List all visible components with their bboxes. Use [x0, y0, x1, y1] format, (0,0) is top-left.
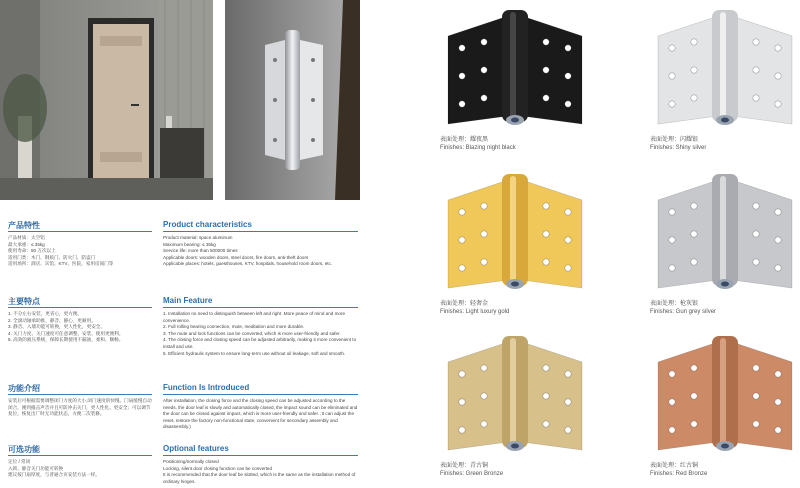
hinge-part	[522, 180, 582, 288]
screw-hole	[543, 393, 549, 399]
screw-hole	[481, 421, 487, 427]
spec-line-cn: 适用场所：酒店、宾馆、KTV、医院、家用房间门等	[8, 261, 114, 267]
spec-line-en: Maximum bearing: ≤ 35kg	[163, 241, 216, 247]
hinge-image	[440, 334, 590, 456]
screw-hole	[481, 67, 487, 73]
screw-hole	[543, 67, 549, 73]
spec-line-en: Locking, silent door closing function can be converted	[163, 465, 273, 471]
screw-hole	[691, 95, 697, 101]
screw-hole	[691, 67, 697, 73]
door-interior-photo	[0, 0, 213, 200]
section-divider	[163, 307, 358, 308]
screw-hole	[459, 371, 465, 377]
screw-hole	[669, 45, 675, 51]
screw-hole	[481, 203, 487, 209]
spec-line-cn: 入锁、静音关门功能可转换	[8, 465, 64, 471]
section-divider	[163, 394, 358, 395]
screw-hole	[459, 101, 465, 107]
hinge-part	[448, 16, 508, 124]
section-divider	[163, 231, 358, 232]
finish-label-en: Finishes: Light luxury gold	[440, 309, 510, 315]
screw-hole	[753, 231, 759, 237]
screw-hole	[481, 259, 487, 265]
section-title-en: Function Is Introduced	[163, 383, 250, 392]
spec-line-cn: 建议按门扇厚度，与普通合页安装方法一样。	[8, 472, 100, 478]
hinge-part	[732, 342, 792, 450]
hinge-part	[511, 118, 519, 123]
section-body-en	[163, 398, 360, 431]
screw-hole	[543, 95, 549, 101]
finish-label-cn: 表面处理：耀夜黑	[440, 137, 489, 143]
screw-hole	[669, 427, 675, 433]
screw-hole	[543, 231, 549, 237]
spec-line-en: Applicable doors: wooden doors, steel doors, fire doors, anti-theft doors	[163, 254, 309, 260]
hinge-image	[440, 8, 590, 130]
screw-hole	[543, 259, 549, 265]
screw-hole	[459, 73, 465, 79]
spec-line-cn: 4. 关门力度、关门速度可任意调整，安装、使用更便利。	[8, 330, 124, 336]
section-title-cn: 产品特性	[8, 221, 40, 230]
screw-hole	[669, 371, 675, 377]
hinge-installed-photo	[225, 0, 360, 200]
section-body-en	[163, 311, 360, 357]
screw-hole	[775, 427, 781, 433]
screw-hole	[775, 265, 781, 271]
door-room-illustration	[0, 0, 213, 200]
section-body-en	[163, 459, 360, 485]
spec-line-en: 3. The mute and lock functions can be converted, which is more user-friendly and safer.	[163, 330, 341, 336]
screw-hole	[775, 73, 781, 79]
section-body-cn	[8, 235, 154, 268]
hinge-part	[732, 16, 792, 124]
spec-line-cn: 5. 高效的液压系统，保障长期使用不漏油，柔和、顺畅。	[8, 337, 124, 343]
hinge-part	[720, 338, 726, 446]
screw-hole	[481, 39, 487, 45]
finish-label-en: Finishes: Blazing night black	[440, 145, 516, 151]
screw-hole	[459, 427, 465, 433]
hinge-image	[440, 172, 590, 294]
screw-hole	[481, 393, 487, 399]
screw-hole	[669, 101, 675, 107]
screw-hole	[775, 101, 781, 107]
screw-hole	[565, 237, 571, 243]
hinge-part	[721, 118, 729, 123]
screw-hole	[753, 95, 759, 101]
screw-hole	[753, 259, 759, 265]
section-body-cn	[8, 311, 154, 344]
hinge-part	[720, 12, 726, 120]
screw-hole	[691, 231, 697, 237]
hinge-part	[658, 342, 718, 450]
screw-hole	[691, 365, 697, 371]
screw-hole	[481, 231, 487, 237]
section-title-en: Main Feature	[163, 296, 213, 305]
hinge-image	[650, 8, 800, 130]
finish-card	[650, 172, 800, 315]
spec-line-cn: 安装后可根据需要调整闭门力度的大小,闭门速度的快慢。门扇缓慢自动闭合，刚到撞击声音并且可防冲击关门，更人性化、更安全；可以调节复位，恢复出厂时无功能状态，方便二次装修。	[8, 398, 152, 417]
screw-hole	[565, 45, 571, 51]
screw-hole	[753, 393, 759, 399]
screw-hole	[459, 265, 465, 271]
hinge-part	[522, 16, 582, 124]
section-title-cn: 可选功能	[8, 445, 40, 454]
spec-line-cn: 定位 / 常闭	[8, 459, 31, 464]
screw-hole	[775, 45, 781, 51]
screw-hole	[543, 365, 549, 371]
screw-hole	[669, 209, 675, 215]
hinge-part	[510, 12, 516, 120]
finish-label-en: Finishes: Shiny silver	[650, 145, 707, 151]
spec-line-cn: 适用门类：木门、钢质门、防火门、防盗门	[8, 254, 96, 260]
screw-hole	[459, 399, 465, 405]
spec-line-cn: 3. 静音、入墙功能可转换，更人性化，更安全。	[8, 324, 105, 330]
finish-card	[650, 334, 800, 477]
screw-hole	[565, 427, 571, 433]
hinge-part	[511, 282, 519, 287]
screw-hole	[565, 101, 571, 107]
hinge-part	[658, 180, 718, 288]
hinge-part	[721, 282, 729, 287]
hinge-closeup-illustration	[225, 0, 360, 200]
screw-hole	[753, 365, 759, 371]
screw-hole	[669, 399, 675, 405]
spec-line-en: Positioning/normally closed	[163, 459, 219, 464]
finish-label-cn: 表面处理：枪灰银	[650, 301, 699, 307]
screw-hole	[543, 203, 549, 209]
hinge-part	[658, 16, 718, 124]
screw-hole	[459, 237, 465, 243]
finish-card	[440, 172, 590, 315]
hinge-image	[650, 334, 800, 456]
spec-line-en: 2. Full rolling bearing connection, mute, meditation and more durable.	[163, 324, 305, 330]
section-title-en: Product characteristics	[163, 220, 252, 229]
section-body-cn	[8, 459, 154, 479]
section-divider	[8, 394, 152, 395]
section-divider	[8, 231, 152, 232]
screw-hole	[753, 421, 759, 427]
screw-hole	[753, 67, 759, 73]
section-divider	[8, 455, 152, 456]
section-divider	[163, 455, 358, 456]
screw-hole	[543, 39, 549, 45]
section-title-cn: 功能介绍	[8, 384, 40, 393]
finish-card	[650, 8, 800, 151]
screw-hole	[775, 371, 781, 377]
spec-line-en: Applicable places: hotels, guesthouses, KTV, hospitals, household room doors, etc.	[163, 261, 333, 267]
finish-label-cn: 表面处理：轻奢金	[440, 301, 489, 307]
spec-line-cn: 最大承重：≤ 35kg	[8, 241, 45, 247]
finish-card	[440, 334, 590, 477]
finish-label-en: Finishes: Green Bronze	[440, 471, 504, 477]
hinge-part	[510, 338, 516, 446]
screw-hole	[753, 203, 759, 209]
section-divider	[8, 307, 152, 308]
spec-line-cn: 使用寿命：50 万次以上	[8, 248, 56, 254]
screw-hole	[565, 371, 571, 377]
spec-line-cn: 1. 不分左右安装，更省心，更方便。	[8, 311, 83, 316]
screw-hole	[481, 365, 487, 371]
screw-hole	[459, 209, 465, 215]
spec-line-cn: 2. 全滚动轴承助推，静音、静心，更耐用。	[8, 317, 96, 323]
hinge-part	[721, 444, 729, 449]
screw-hole	[691, 259, 697, 265]
section-title-en: Optional features	[163, 444, 229, 453]
section-title-cn: 主要特点	[8, 297, 40, 306]
spec-line-en: 4. The closing force and closing speed can be adjusted arbitrarily, making it more convenient to install and use.	[163, 337, 357, 349]
section-body-cn	[8, 398, 154, 418]
screw-hole	[481, 95, 487, 101]
screw-hole	[691, 39, 697, 45]
screw-hole	[565, 399, 571, 405]
screw-hole	[565, 73, 571, 79]
finish-label-cn: 表面处理：青古铜	[440, 463, 489, 469]
screw-hole	[669, 73, 675, 79]
screw-hole	[543, 421, 549, 427]
hinge-part	[448, 342, 508, 450]
screw-hole	[753, 39, 759, 45]
spec-line-en: 1. Installation no need to distinguish between left and right .More peace of mind and more convenience.	[163, 311, 346, 323]
finish-label-cn: 表面处理：红古铜	[650, 463, 699, 469]
section-body-en	[163, 235, 360, 268]
finish-label-en: Finishes: Gun grey silver	[650, 309, 717, 315]
hinge-image	[650, 172, 800, 294]
screw-hole	[691, 203, 697, 209]
screw-hole	[565, 265, 571, 271]
hinge-part	[522, 342, 582, 450]
spec-line-en: Service life: more than 500000 times	[163, 248, 238, 254]
hinge-part	[511, 444, 519, 449]
screw-hole	[691, 421, 697, 427]
spec-line-en: It is recommended that the door leaf be slotted, which is the same as the installation method of ordinary hinges.	[163, 472, 356, 484]
spec-line-cn: 产品材质：太空铝	[8, 235, 45, 240]
spec-line-en: Product material: space aluminum	[163, 235, 233, 240]
screw-hole	[669, 237, 675, 243]
screw-hole	[775, 209, 781, 215]
hinge-part	[720, 176, 726, 284]
hinge-part	[448, 180, 508, 288]
screw-hole	[775, 237, 781, 243]
screw-hole	[459, 45, 465, 51]
spec-line-en: After installation, the closing force and the closing speed can be adjusted according to the needs, the door leaf is slowly and automatically closed, the impact sound can be eliminated and the door can be closed against impact, which is more user-friendly and safer. ;It can adjust the reset, restore the factory non-functional state, convenient for secondary assembly and disassembly.)	[163, 398, 358, 430]
finish-label-cn: 表面处理：闪耀银	[650, 137, 699, 143]
screw-hole	[669, 265, 675, 271]
finish-card	[440, 8, 590, 151]
finish-label-en: Finishes: Red Bronze	[650, 471, 708, 477]
screw-hole	[775, 399, 781, 405]
screw-hole	[691, 393, 697, 399]
hinge-part	[510, 176, 516, 284]
spec-line-en: 5. Efficient hydraulic system to ensure long-term use without oil leakage, soft and smooth.	[163, 350, 346, 356]
screw-hole	[565, 209, 571, 215]
hinge-part	[732, 180, 792, 288]
